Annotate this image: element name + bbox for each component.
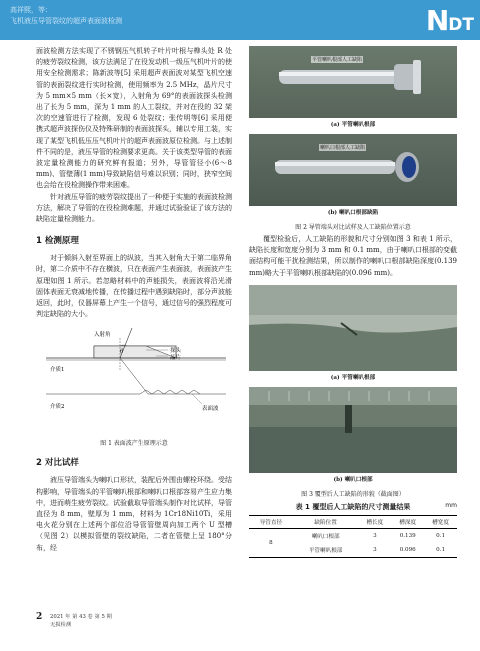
figure-1 (36, 326, 232, 447)
figure-2-caption: 图 2 导管端头对比试样及人工缺陷位置示意 (295, 224, 411, 231)
paragraph-5: 覆型检验后，人工缺陷的形貌和尺寸分别如图 3 和表 1 所示，缺陷长度和宽度分别为 3 mm 和 0.1 mm，由于喇叭口根部的变截面结构可能干扰检测结果，所以制作的喇叭口根部缺陷深度(0.139 mm)略大于平管喇叭根部缺陷的(0.096 mm)。 (249, 235, 457, 277)
right-column (249, 46, 457, 558)
table-cell-diameter: 8 (249, 528, 293, 557)
table-header: 槽长度 (358, 515, 391, 528)
paragraph-4: 液压导管端头为喇叭口形状，装配后外围由螺栓环绕。受结构影响，导管端头的平管喇叭根部和喇叭口根部容易产生应力集中，进而萌生疲劳裂纹。试验截取导管端头制作对比试样，导管直径为 8 mm，壁厚为 1 mm，材料为 1Cr18Ni10Ti，采用电火花分别在上述两个部位沿导管管壁周向加工两个 U 型槽（见图 2）以模拟管壁的裂纹缺陷，二者在管壁上呈 180°分布，经 (36, 476, 232, 552)
footer-journal: 无损检测 (50, 622, 72, 628)
header-authors: 高祥熙，等： (10, 6, 52, 14)
paragraph-3: 对于倾斜入射至界面上的纵波，当其入射角大于第二临界角时，第二介质中不存在横波，只在表面产生表面波，表面波产生原理如图 1 所示。若忽略材料中的声能损失，表面波将沿光滑固体表面无衰减地传播，在传播过程中遇到缺陷时，部分声波能返回，此时，仪器屏幕上产生一个信号，通过信号的强烈程度可判定缺陷的大小。 (36, 254, 232, 319)
section-heading-2: 2 对比试样 (36, 458, 79, 469)
table-header: 槽深度 (391, 515, 424, 528)
label-wafer: 晶片 (170, 355, 182, 362)
label-medium-2: 介质2 (50, 404, 65, 411)
table-cell: 0.1 (424, 543, 457, 558)
table-row (249, 528, 457, 543)
header-title: 飞机液压导管裂纹的超声表面波检测 (10, 17, 122, 25)
table-header: 缺陷位置 (293, 515, 359, 528)
label-surface-wave: 表面波 (202, 406, 219, 413)
table-cell: 0.1 (436, 532, 446, 539)
figure-2a-label: 平管喇叭根部人工缺陷 (312, 57, 363, 63)
footer-issue: 2021 年 第 43 卷 第 5 期 (50, 614, 112, 620)
figure-3a-photo (249, 285, 457, 371)
section-heading-1: 1 检测原理 (36, 236, 79, 247)
page-number: 2 (36, 612, 43, 622)
table-1 (249, 515, 457, 558)
paragraph-1: 面波检测方法实现了不锈钢压气机转子叶片叶根与榫头处 R 处的疲劳裂纹检测，该方法满足了在役发动机一级压气机叶片的使用安全检测需求；陈新波等[5] 采用超声表面波对某型飞机空速管的表面裂纹进行实时检测，使用频率为 2.5 MHz，晶片尺寸为 5 mm×5 mm（长×宽），入射角为 69°的表面波探头检测出了长为 5 mm，深为 1 mm 的人工裂纹，并对在役的 32 架次的空速管进行了检测，发现 6 处裂纹；张传明等[6] 采用便携式超声波探伤仪及特殊研制的表面波探头，辅以专用工装，实现了某型飞机低压压气机叶片的超声表面波原位检测。与上述制件不同的是，液压导管的检测要求更高。关于该类型导管的表面波定量检测能力的研究鲜有报道；另外，导管管径小(6～8 mm)、管壁薄(1 mm)导致缺陷信号难以识别；同时，狭窄空间也会给在役检测操作带来困难。 (36, 47, 232, 190)
table-header: 导管直径 (249, 515, 293, 528)
table-cell: 0.096 (391, 543, 424, 558)
figure-3b-photo (249, 387, 457, 473)
table-header: 槽宽度 (424, 515, 457, 528)
paragraph-2: 针对液压导管的疲劳裂纹提出了一种便于实施的表面波检测方法，解决了导管的在役检测难题，并通过试验验证了该方法的缺陷定量检测能力。 (36, 192, 232, 224)
table-cell: 平管喇叭根部 (293, 543, 359, 558)
figure-3-caption: 图 3 覆型后人工缺陷的形貌（截面图） (301, 490, 405, 498)
label-probe: 探头 (170, 348, 182, 355)
label-incident-angle: 入射角 (94, 332, 111, 339)
table-cell: 喇叭口根部 (311, 533, 340, 540)
figure-3b-caption: (b) 喇叭口根部 (333, 476, 373, 483)
table-cell: 0.139 (399, 532, 416, 539)
figure-3a-caption: (a) 平管喇叭根部 (330, 374, 376, 381)
surface-wave-diagram (36, 326, 232, 431)
journal-footer (50, 613, 112, 629)
figure-2b-photo (249, 134, 457, 206)
label-medium-1: 介质1 (50, 367, 65, 374)
table-1-title: 表 1 覆型后人工缺陷的尺寸测量结果 mm (295, 501, 457, 511)
figure-2b-label: 喇叭口根部人工缺陷 (320, 145, 366, 151)
label-theta: θ (120, 349, 124, 356)
figure-2a-photo (249, 46, 457, 118)
figure-2b-caption: (b) 喇叭口根部缺陷 (327, 210, 379, 216)
journal-logo: N DT (425, 4, 474, 37)
table-1-unit: mm (445, 501, 457, 509)
figure-2a-caption: (a) 平管喇叭根部 (330, 122, 376, 128)
figure-1-caption: 图 1 表面波产生原理示意 (100, 440, 168, 448)
page-header (0, 0, 480, 40)
table-cell: 3 (358, 543, 391, 558)
left-column (36, 46, 232, 554)
table-cell: 3 (373, 532, 377, 539)
